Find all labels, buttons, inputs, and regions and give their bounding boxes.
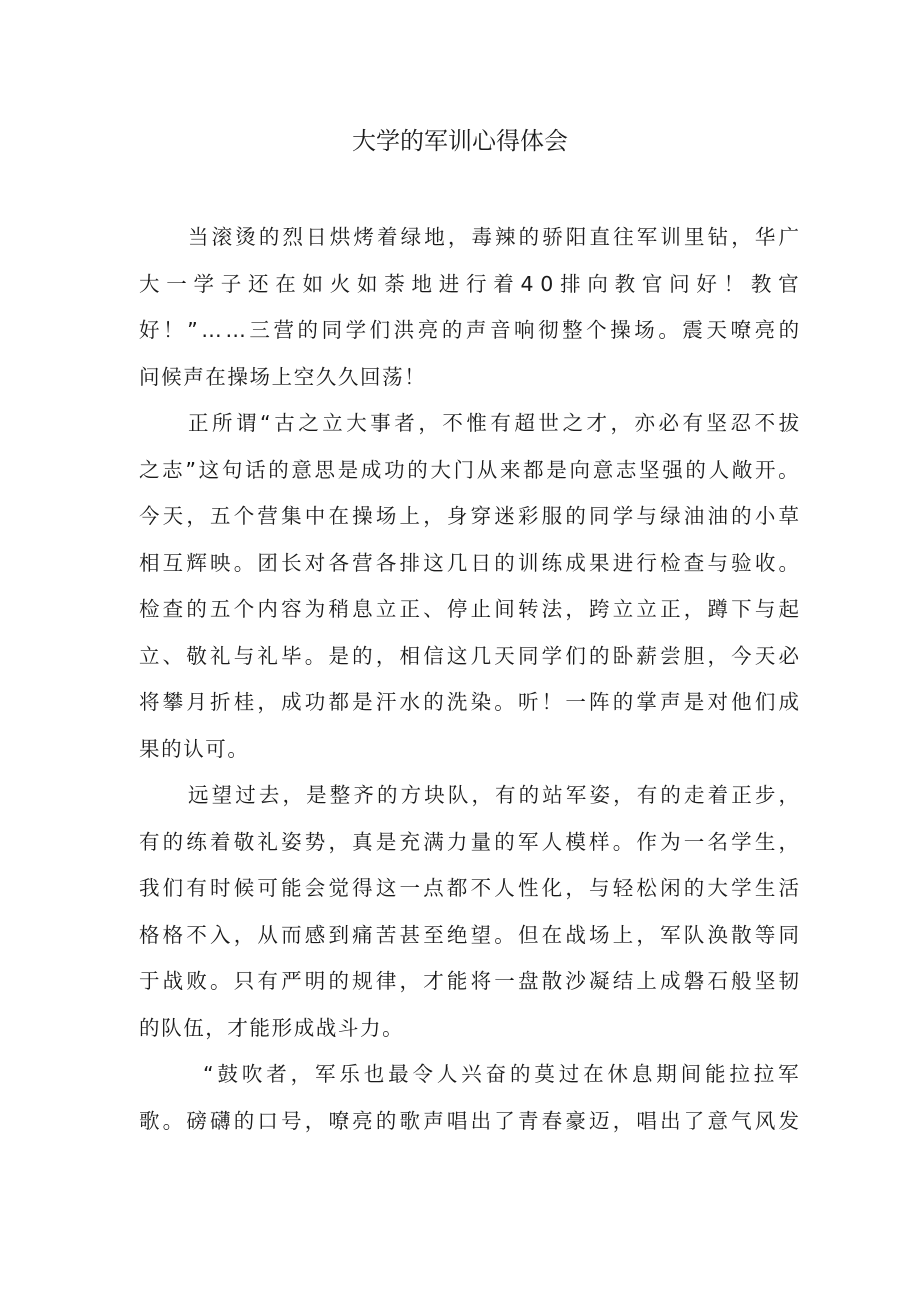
text-line: “鼓吹者，军乐也最令人兴奋的莫过在休息期间能拉拉军 <box>203 1062 803 1086</box>
paragraph-3 <box>139 772 803 1051</box>
text-line: 于战败。只有严明的规律，才能将一盘散沙凝结上成磐石般坚韧 <box>139 969 803 993</box>
text-line: 大一学子还在如火如荼地进行着40排向教官问好！教官 <box>139 271 806 296</box>
paragraph-4 <box>139 1051 803 1144</box>
text-line: 好！”……三营的同学们洪亮的声音响彻整个操场。震天嘹亮的 <box>139 318 803 342</box>
text-line: 我们有时候可能会觉得这一点都不人性化，与轻松闲的大学生活 <box>139 876 803 900</box>
document-title: 大学的军训心得体会 <box>352 127 568 155</box>
text-line: 的队伍，才能形成战斗力。 <box>139 1015 405 1040</box>
text-line: 相互辉映。团长对各营各排这几日的训练成果进行检查与验收。 <box>139 550 803 575</box>
text-line: 远望过去，是整齐的方块队，有的站军姿，有的走着正步， <box>188 783 803 807</box>
text-line: 之志”这句话的意思是成功的大门从来都是向意志坚强的人敞开。 <box>139 457 802 482</box>
text-line: 有的练着敬礼姿势，真是充满力量的军人模样。作为一名学生， <box>139 829 803 854</box>
text-line: 将攀月折桂，成功都是汗水的洗染。听！一阵的掌声是对他们成 <box>139 690 803 714</box>
text-line: 当滚烫的烈日烘烤着绿地，毒辣的骄阳直往军训里钻，华广 <box>188 225 803 249</box>
text-line: 立、敬礼与礼毕。是的，相信这几天同学们的卧薪尝胆，今天必 <box>139 643 803 668</box>
text-line: 歌。磅礴的口号，嘹亮的歌声唱出了青春豪迈，唱出了意气风发 <box>139 1108 803 1133</box>
text-line: 格格不入，从而感到痛苦甚至绝望。但在战场上，军队涣散等同 <box>139 922 803 947</box>
document-body <box>139 214 806 1144</box>
text-line: 果的认可。 <box>139 736 250 761</box>
paragraph-2 <box>139 400 803 772</box>
text-line: 检查的五个内容为稍息立正、停止间转法，跨立立正，蹲下与起 <box>139 597 803 621</box>
paragraph-1 <box>139 214 806 400</box>
text-line: 问候声在操场上空久久回荡！ <box>139 364 427 389</box>
text-line: 今天，五个营集中在操场上，身穿迷彩服的同学与绿油油的小草 <box>139 504 803 528</box>
text-line: 正所谓“古之立大事者，不惟有超世之才，亦必有坚忍不拔 <box>188 411 803 435</box>
